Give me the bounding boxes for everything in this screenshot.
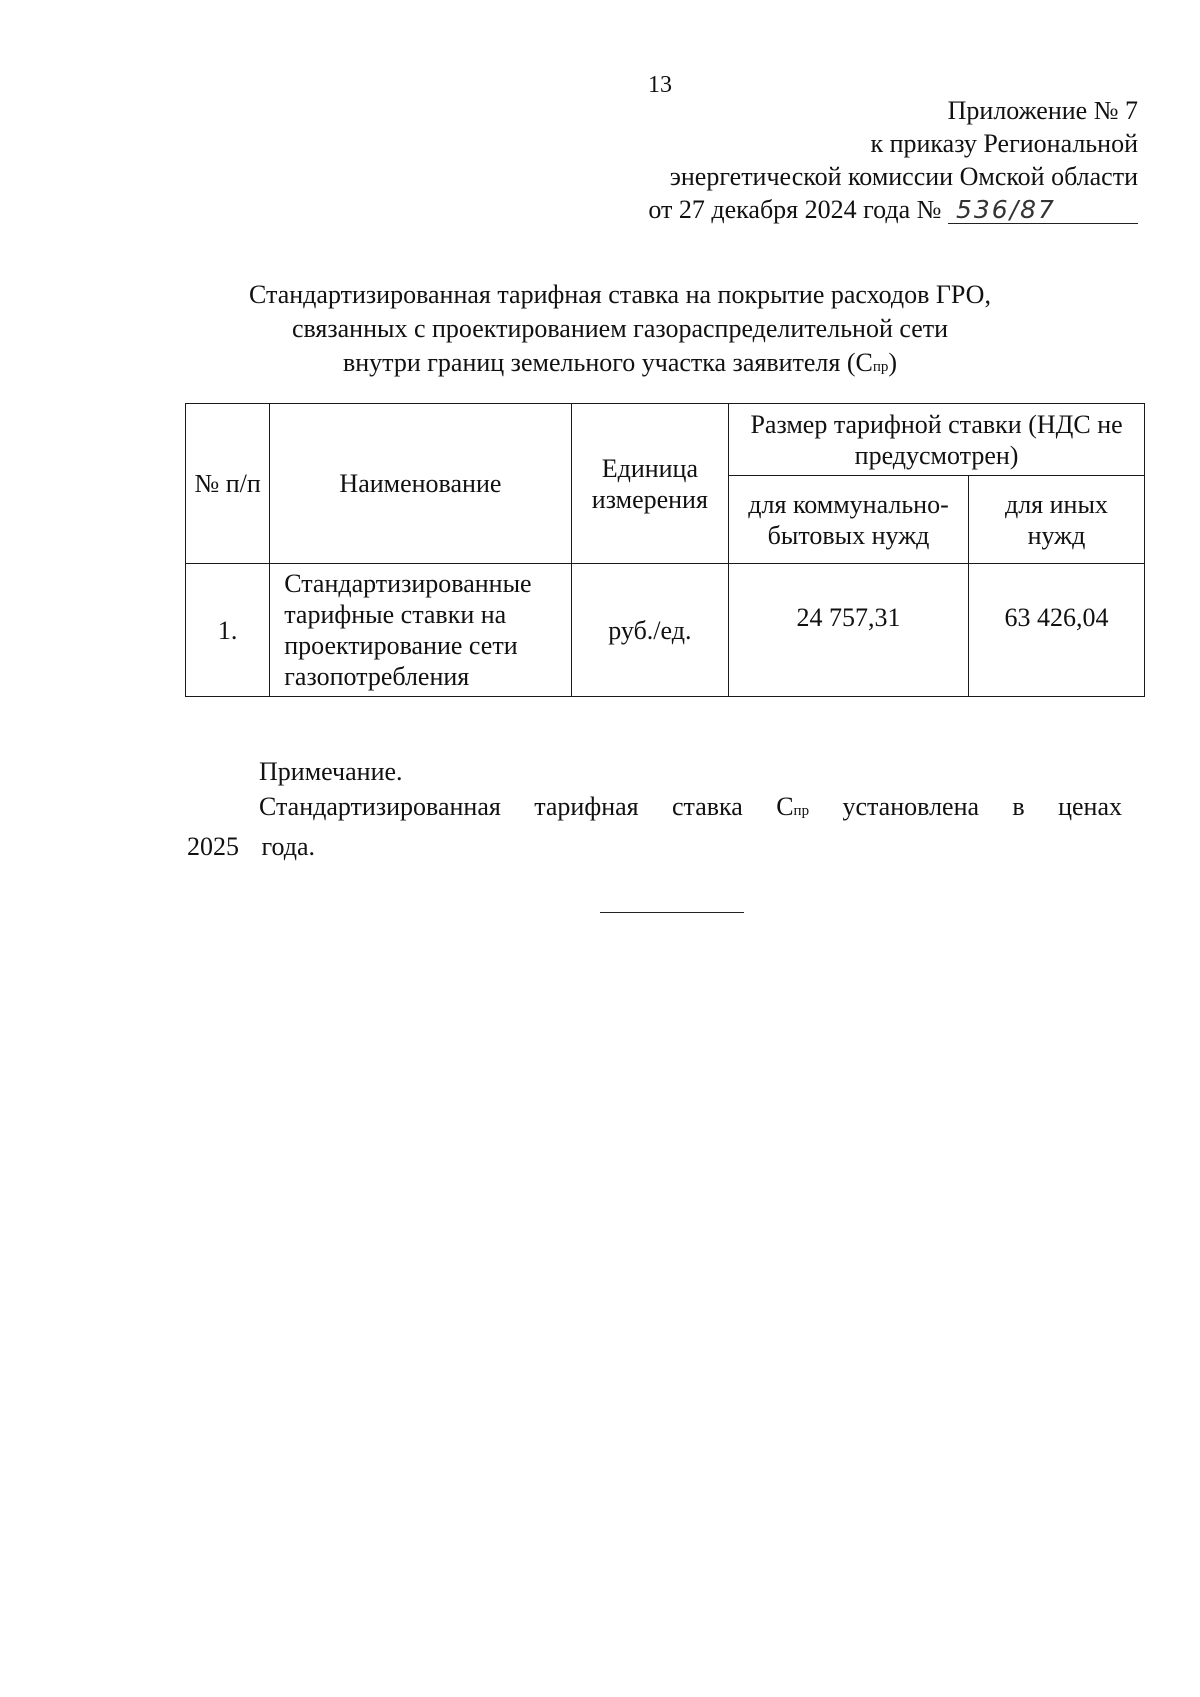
title-line-2: связанных с проектированием газораспределительной сети bbox=[291, 314, 949, 343]
title-line-3-close: ) bbox=[888, 348, 898, 377]
title-line-1: Стандартизированная тарифная ставка на покрытие расходов ГРО, bbox=[249, 280, 991, 309]
note-section bbox=[187, 754, 1122, 864]
header-communal: для коммунально-бытовых нужд bbox=[729, 476, 969, 564]
title-line-3-text: внутри границ земельного участка заявителя (С bbox=[342, 348, 873, 377]
appendix-date-line bbox=[538, 193, 1138, 226]
appendix-order-reference: к приказу Региональной bbox=[870, 129, 1138, 158]
order-number-handwritten: 536/87 bbox=[948, 197, 1138, 224]
note-text-prefix: Стандартизированная тарифная ставка С bbox=[259, 792, 794, 821]
row-number: 1. bbox=[186, 564, 270, 697]
title-line-3 bbox=[190, 346, 1050, 384]
appendix-header bbox=[538, 94, 1138, 226]
note-text-suffix: установлена в ценах 2025 года. bbox=[187, 792, 1123, 861]
tariff-table bbox=[185, 403, 1145, 697]
header-unit: Единица измерения bbox=[571, 404, 729, 564]
note-text bbox=[187, 789, 1122, 864]
row-unit: руб./ед. bbox=[571, 564, 729, 697]
row-other-rate: 63 426,04 bbox=[968, 564, 1144, 697]
page-number: 13 bbox=[648, 72, 672, 98]
title-subscript: пр bbox=[872, 359, 889, 375]
row-name: Стандартизированные тарифные ставки на проектирование сети газопотребления bbox=[270, 564, 571, 697]
header-rate-group: Размер тарифной ставки (НДС не предусмотрен) bbox=[729, 404, 1145, 476]
appendix-commission: энергетической комиссии Омской области bbox=[669, 162, 1138, 191]
row-communal-rate: 24 757,31 bbox=[729, 564, 969, 697]
end-divider bbox=[600, 912, 744, 913]
appendix-date: от 27 декабря 2024 года № bbox=[648, 195, 942, 224]
appendix-title: Приложение № 7 bbox=[947, 96, 1138, 125]
note-label: Примечание. bbox=[259, 757, 403, 786]
note-subscript: пр bbox=[793, 803, 810, 819]
header-other: для иных нужд bbox=[968, 476, 1144, 564]
table-row bbox=[186, 564, 1145, 697]
table-header-row bbox=[186, 404, 1145, 476]
document-title bbox=[190, 278, 1050, 384]
header-name: Наименование bbox=[270, 404, 571, 564]
header-number: № п/п bbox=[186, 404, 270, 564]
